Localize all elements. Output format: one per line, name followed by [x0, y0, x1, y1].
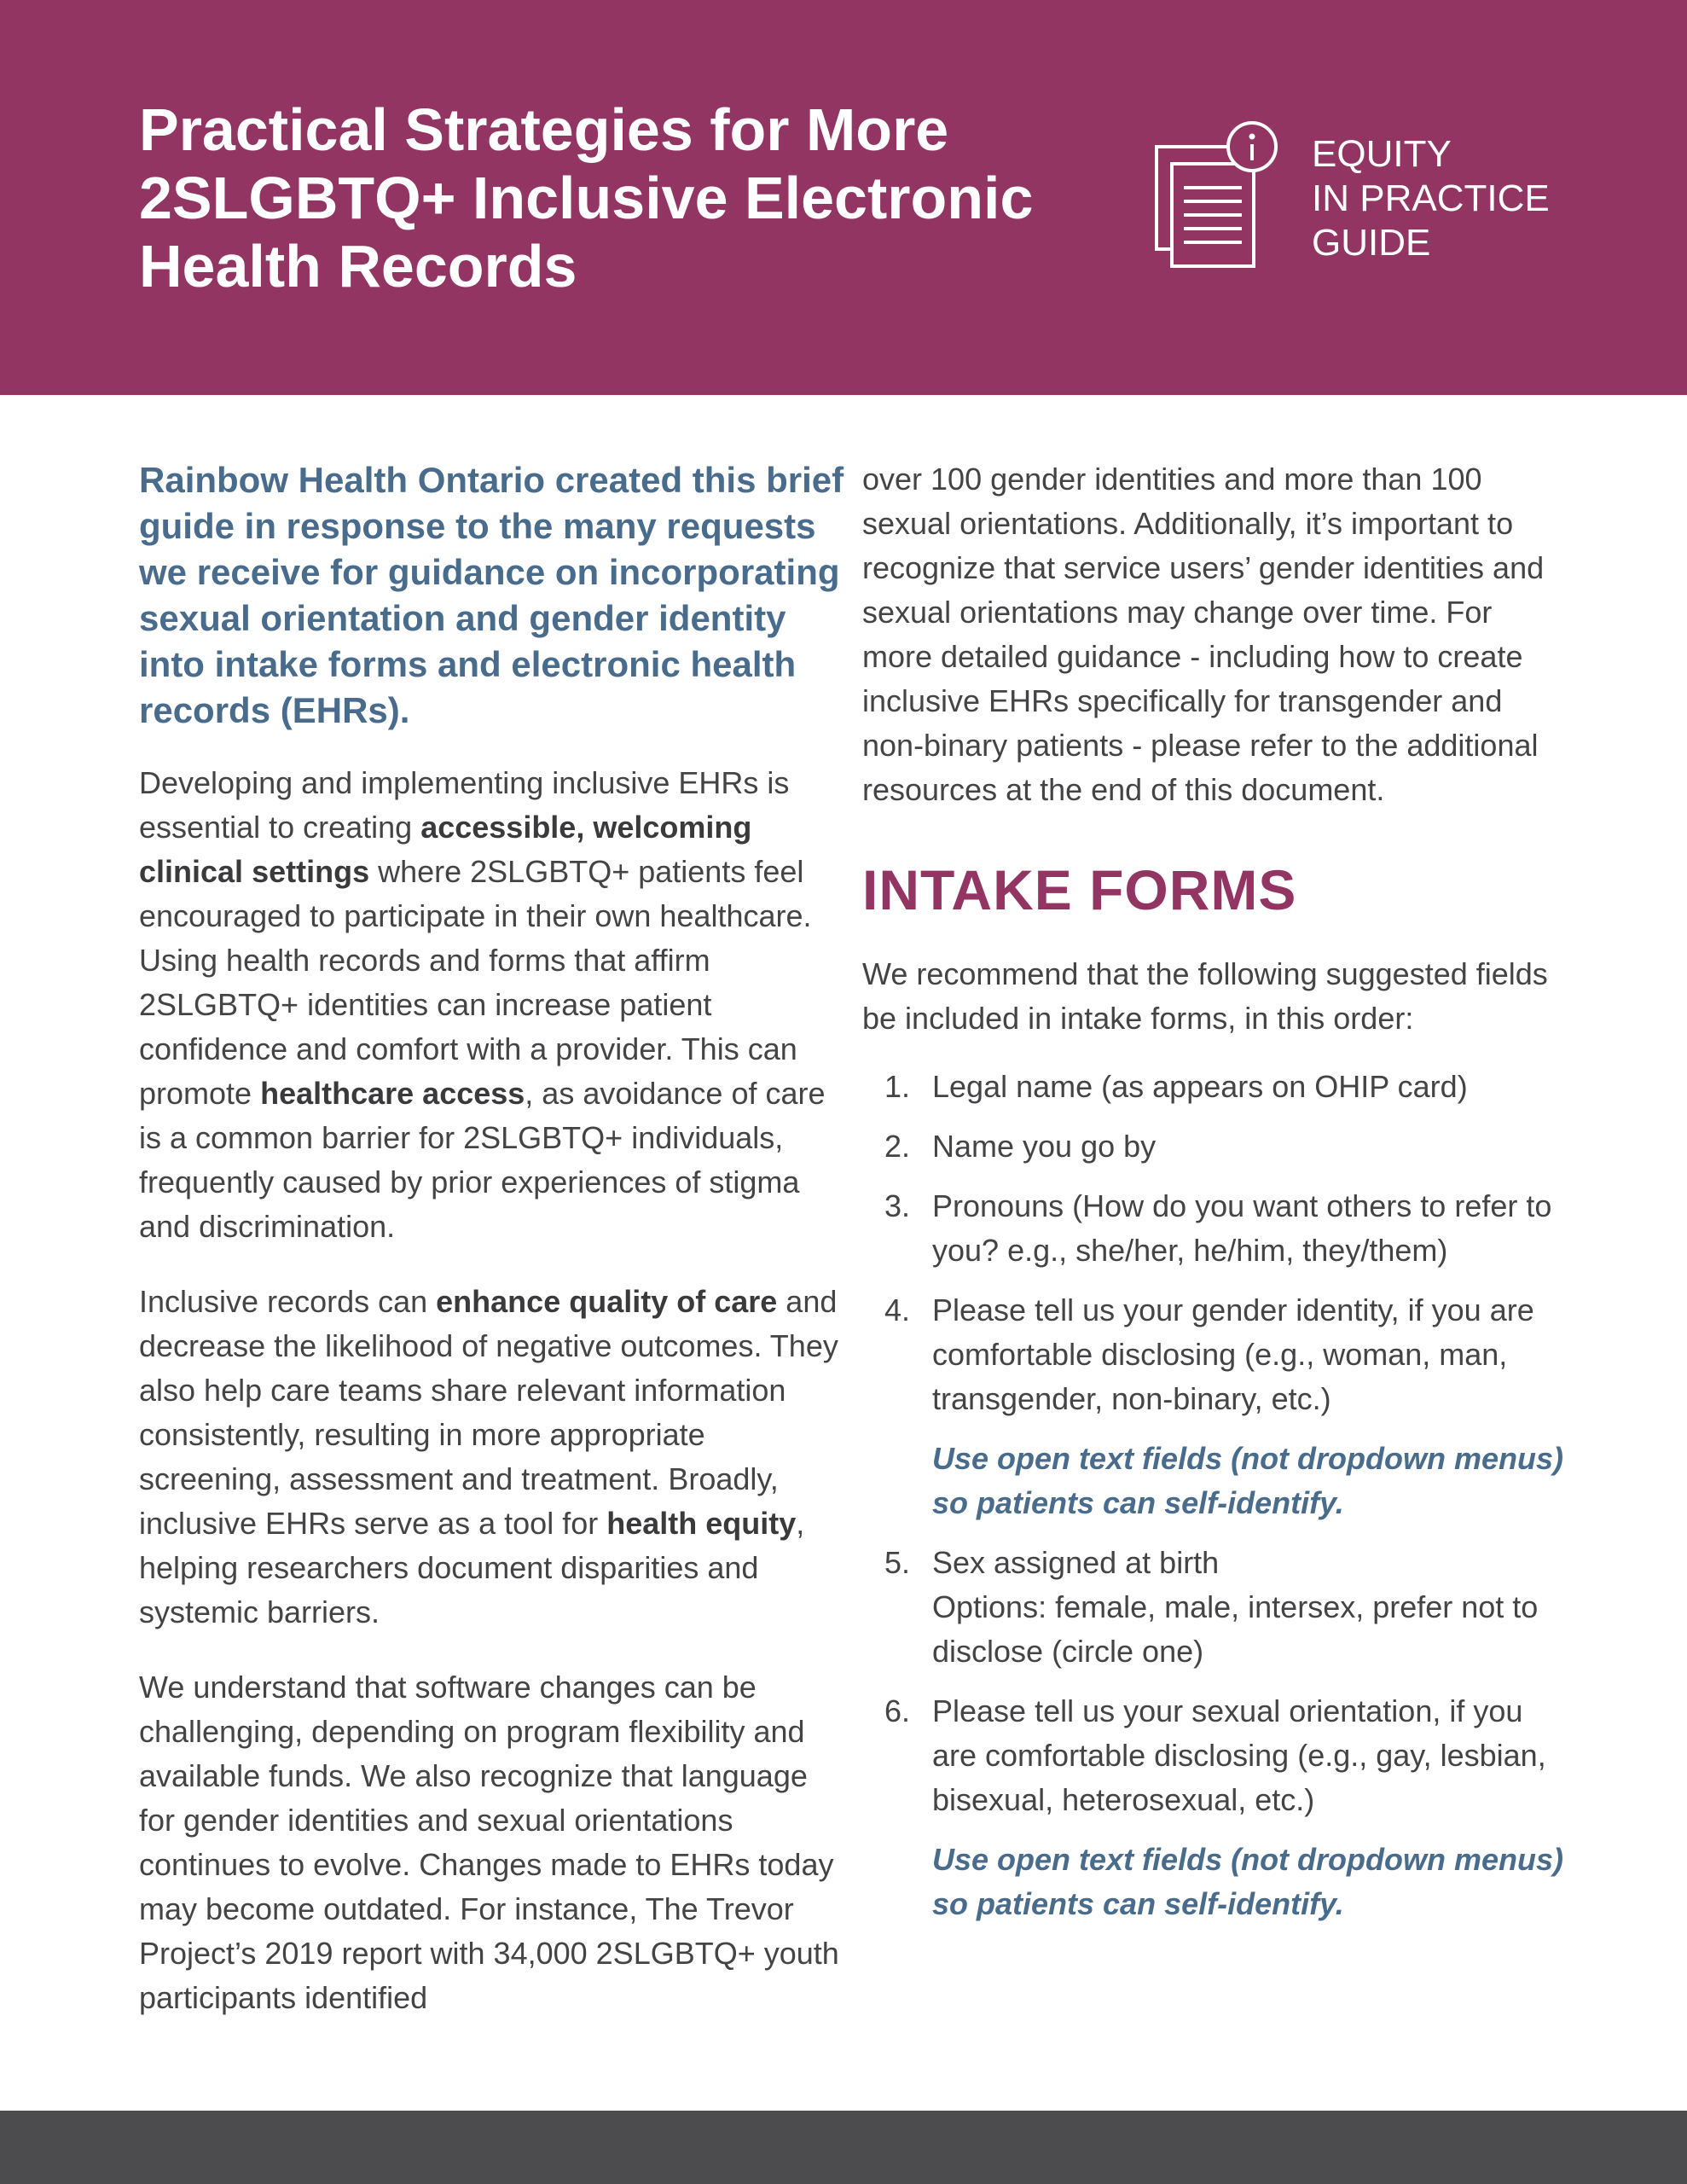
field-options: Options: female, male, intersex, prefer not to disclose (circle one) — [932, 1589, 1539, 1669]
body-text: , as avoidance of care is a common barrier for 2SLGBTQ+ individuals, frequently caused by prior experiences of stigma and discrimination. — [139, 1076, 826, 1244]
intake-field-item — [862, 1065, 1570, 1109]
intake-field-item — [862, 1689, 1570, 1926]
emphasis-text: enhance quality of care — [436, 1284, 778, 1319]
left-column — [139, 457, 847, 2051]
footer-bar — [0, 2111, 1687, 2184]
body-text: where 2SLGBTQ+ patients feel encouraged to participate in their own healthcare. Using health records and forms that affirm 2SLGBTQ+ identities can increase patient confidence and comfort with a provider. This can promote — [139, 854, 812, 1111]
list-number: 4. — [884, 1292, 911, 1327]
field-label: Legal name (as appears on OHIP card) — [932, 1069, 1468, 1104]
right-column — [862, 457, 1570, 1942]
body-paragraph — [139, 1665, 847, 2020]
intake-intro: We recommend that the following suggested fields be included in intake forms, in this order: — [862, 956, 1548, 1036]
intake-field-list — [862, 1065, 1570, 1926]
field-label: Please tell us your sexual orientation, if you are comfortable disclosing (e.g., gay, lesbian, bisexual, heterosexual, etc.) — [932, 1693, 1546, 1817]
field-label: Please tell us your gender identity, if you are comfortable disclosing (e.g., woman, man, transgender, non-binary, etc.) — [932, 1292, 1534, 1416]
intake-field-item — [862, 1184, 1570, 1273]
body-text: Inclusive records can — [139, 1284, 437, 1319]
list-number: 5. — [884, 1545, 911, 1580]
field-label: Pronouns (How do you want others to refer to you? e.g., she/her, he/him, they/​them) — [932, 1188, 1552, 1268]
emphasis-text: health equity — [606, 1506, 797, 1541]
lead-paragraph: Rainbow Health Ontario created this brief guide in response to the many requests we receive for guidance on incorporating sexual orientation and gender identity into intake forms and electronic health records (EHRs). — [139, 460, 844, 730]
list-number: 2. — [884, 1129, 911, 1164]
field-label: Sex assigned at birth — [932, 1545, 1220, 1580]
body-paragraph — [139, 761, 847, 1249]
list-number: 1. — [884, 1069, 911, 1104]
intake-field-item — [862, 1541, 1570, 1674]
list-number: 6. — [884, 1693, 911, 1728]
section-heading-intake-forms: INTAKE FORMS — [862, 858, 1297, 921]
guide-tag — [1312, 132, 1550, 265]
guide-tag-line: IN PRACTICE — [1312, 177, 1550, 219]
body-paragraph — [139, 1280, 847, 1635]
guide-tag-line: GUIDE — [1312, 222, 1431, 264]
body-text: We understand that software changes can be challenging, depending on program flexibility and available funds. We also recognize that language for gender identities and sexual orientations continues to evolve. Changes made to EHRs today may become outdated. For instance, The Trevor Project’s 2019 report with 34,000 2SLGBTQ+ youth participants identified — [139, 1670, 839, 2015]
body-paragraphs — [139, 761, 847, 2020]
page-header — [0, 0, 1687, 395]
emphasis-text: accessible, welcoming clinical settings — [139, 810, 752, 889]
body-text: , helping researchers document disparities and systemic barriers. — [139, 1506, 805, 1629]
page-title: Practical Strategies for More 2SLGBTQ+ Inclusive Electronic Health Records — [139, 96, 1034, 299]
field-label: Name you go by — [932, 1129, 1157, 1164]
body-text: and decrease the likelihood of negative outcomes. They also help care teams share relevant information consistently, resulting in more appropriate screening, assessment and treatment. Broadly, inclusive EHRs serve as a tool for — [139, 1284, 838, 1541]
continuation-paragraph: over 100 gender identities and more than 100 sexual orientations. Additionally, it’s important to recognize that service users’ gender identities and sexual orientations may change over time. For more detailed guidance - including how to create inclusive EHRs specifically for transgender and non-binary patients - please refer to the additional resources at the end of this document. — [862, 462, 1545, 807]
field-tip: Use open text fields (not dropdown menus) so patients can self-identify. — [932, 1842, 1564, 1921]
emphasis-text: healthcare access — [260, 1076, 525, 1111]
list-number: 3. — [884, 1188, 911, 1223]
intake-field-item — [862, 1124, 1570, 1169]
intake-field-item — [862, 1288, 1570, 1525]
document-info-icon — [1153, 118, 1281, 280]
body-text: Developing and implementing inclusive EHRs is essential to creating — [139, 765, 790, 845]
guide-tag-line: EQUITY — [1312, 133, 1452, 175]
field-tip: Use open text fields (not dropdown menus) so patients can self-identify. — [932, 1441, 1564, 1520]
